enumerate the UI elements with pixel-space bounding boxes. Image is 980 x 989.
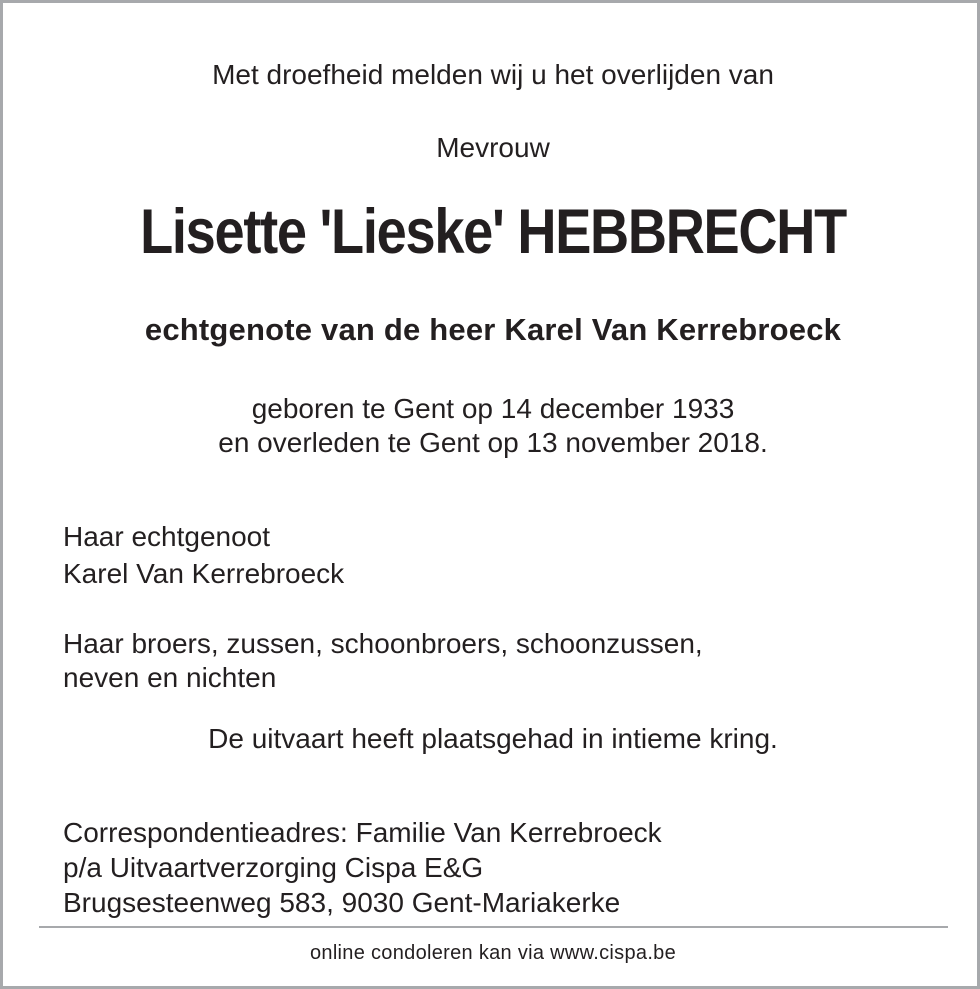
- birth-line: geboren te Gent op 14 december 1933: [251, 393, 735, 424]
- family-line: Haar echtgenoot: [63, 521, 271, 552]
- correspondence-line: Brugsesteenweg 583, 9030 Gent-Mariakerke: [63, 887, 621, 918]
- correspondence-line: Correspondentieadres: Familie Van Kerrebroeck: [63, 817, 662, 848]
- spouse-line: echtgenote van de heer Karel Van Kerrebroeck: [144, 312, 842, 347]
- correspondence-line: p/a Uitvaartverzorging Cispa E&G: [63, 852, 484, 883]
- family-line: Haar broers, zussen, schoonbroers, schoonzussen,: [63, 628, 703, 659]
- death-line: en overleden te Gent op 13 november 2018.: [218, 427, 768, 458]
- funeral-note: De uitvaart heeft plaatsgehad in intieme kring.: [208, 723, 778, 754]
- condolence-link-text: online condoleren kan via www.cispa.be: [309, 942, 677, 964]
- deceased-name: Lisette 'Lieske' HEBBRECHT: [140, 197, 846, 267]
- family-line: neven en nichten: [63, 662, 277, 693]
- family-line: Karel Van Kerrebroeck: [63, 558, 345, 589]
- intro-text: Met droefheid melden wij u het overlijden van: [212, 59, 774, 90]
- footer-divider: [39, 926, 948, 928]
- honorific: Mevrouw: [436, 132, 550, 163]
